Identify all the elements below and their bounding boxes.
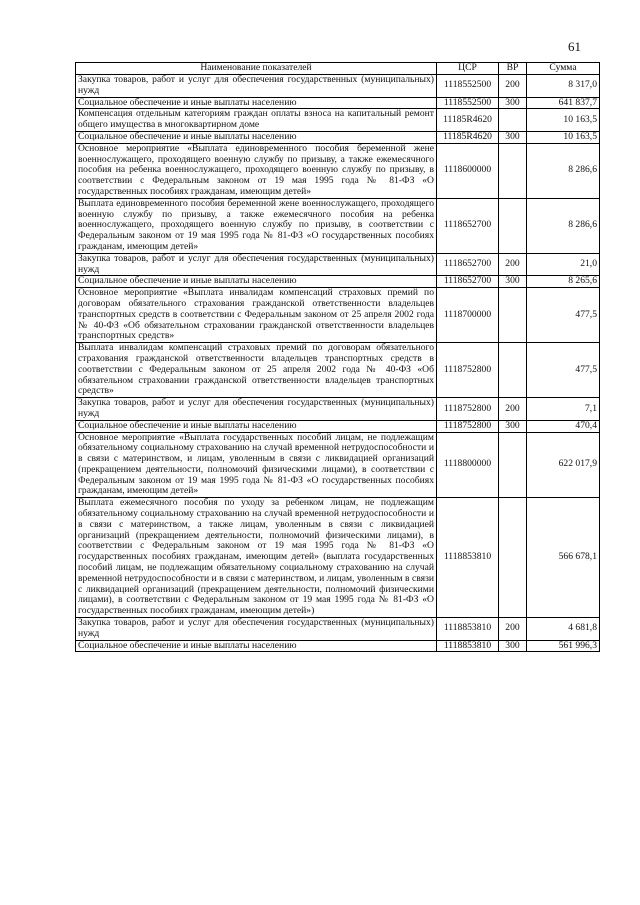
- row-sum: 8 286,6: [527, 198, 600, 253]
- row-csr: 1118652700: [437, 276, 499, 288]
- row-name: Социальное обеспечение и иные выплаты населению: [76, 276, 437, 288]
- row-csr: 1118853810: [437, 618, 499, 641]
- row-name: Закупка товаров, работ и услуг для обеспечения государственных (муниципальных) нужд: [76, 253, 437, 276]
- row-sum: 8 286,6: [527, 143, 600, 198]
- row-name: Социальное обеспечение и иные выплаты населению: [76, 420, 437, 432]
- page-number: 61: [568, 39, 581, 54]
- table-row: [76, 131, 600, 143]
- row-sum: 7,1: [527, 398, 600, 421]
- row-name: Компенсация отдельным категориям граждан оплаты взноса на капитальный ремонт общего имущества в многоквартирном доме: [76, 109, 437, 132]
- row-name: Социальное обеспечение и иные выплаты населению: [76, 131, 437, 143]
- row-vr: [499, 109, 527, 132]
- row-csr: 1118853810: [437, 640, 499, 652]
- row-vr: 200: [499, 253, 527, 276]
- table-row: [76, 75, 600, 98]
- table-row: [76, 109, 600, 132]
- row-csr: 1118652700: [437, 198, 499, 253]
- row-sum: 10 163,5: [527, 109, 600, 132]
- row-sum: 566 678,1: [527, 498, 600, 618]
- table-row: [76, 420, 600, 432]
- row-sum: 8 265,6: [527, 276, 600, 288]
- row-sum: 4 681,8: [527, 618, 600, 641]
- table-row: [76, 618, 600, 641]
- row-csr: 1118700000: [437, 288, 499, 343]
- row-sum: 8 317,0: [527, 75, 600, 98]
- row-vr: 300: [499, 131, 527, 143]
- budget-table: [75, 62, 600, 652]
- row-vr: [499, 498, 527, 618]
- row-name: Выплата ежемесячного пособия по уходу за ребенком лицам, не подлежащим обязательному социальному страхованию на случай временной нетрудоспособности и в связи с материнством, а также лицам, уволенным в связи с ликвидацией организаций (прекращением деятельности, полномочий физическими лицами), в соответствии с Федеральным законом от 19 мая 1995 года № 81-ФЗ «О государственных пособиях гражданам, имеющим детей» (выплата государственных пособий лицам, не подлежащим обязательному социальному страхованию на случай временной нетрудоспособности и в связи с материнством, и лицам, уволенным в связи с ликвидацией организаций (прекращением деятельности, полномочий физическими лицами), в соответствии с Федеральным законом от 19 мая 1995 года № 81-ФЗ «О государственных пособиях гражданам, имеющим детей»): [76, 498, 437, 618]
- row-sum: 470,4: [527, 420, 600, 432]
- header-csr: ЦСР: [437, 63, 499, 75]
- table-row: [76, 498, 600, 618]
- row-name: Основное мероприятие «Выплата государственных пособий лицам, не подлежащим обязательному социальному страхованию на случай временной нетрудоспособности и в связи с материнством, и лицам, уволенным в связи с ликвидацией организаций (прекращением деятельности, полномочий физическими лицами), в соответствии с Федеральным законом от 19 мая 1995 года № 81-ФЗ «О государственных пособиях гражданам, имеющим детей»: [76, 432, 437, 498]
- row-name: Основное мероприятие «Выплата инвалидам компенсаций страховых премий по договорам обязательного страхования гражданской ответственности владельцев транспортных средств в соответствии с Федеральным законом от 25 апреля 2002 года № 40-ФЗ «Об обязательном страховании гражданской ответственности владельцев транспортных средств»: [76, 288, 437, 343]
- table-row: [76, 97, 600, 109]
- row-vr: [499, 343, 527, 398]
- row-csr: 1118552500: [437, 75, 499, 98]
- row-name: Закупка товаров, работ и услуг для обеспечения государственных (муниципальных) нужд: [76, 618, 437, 641]
- table-header-row: [76, 63, 600, 75]
- header-sum: Сумма: [527, 63, 600, 75]
- header-vr: ВР: [499, 63, 527, 75]
- row-vr: 200: [499, 618, 527, 641]
- table-row: [76, 143, 600, 198]
- row-sum: 10 163,5: [527, 131, 600, 143]
- table-row: [76, 276, 600, 288]
- row-vr: 300: [499, 420, 527, 432]
- row-name: Выплата инвалидам компенсаций страховых премий по договорам обязательного страхования гражданской ответственности владельцев транспортных средств в соответствии с Федеральным законом от 25 апреля 2002 года № 40-ФЗ «Об обязательном страховании гражданской ответственности владельцев транспортных средств»: [76, 343, 437, 398]
- row-vr: [499, 198, 527, 253]
- row-csr: 11185R4620: [437, 109, 499, 132]
- row-csr: 1118652700: [437, 253, 499, 276]
- row-csr: 1118752800: [437, 398, 499, 421]
- row-sum: 477,5: [527, 288, 600, 343]
- row-csr: 1118752800: [437, 343, 499, 398]
- table-row: [76, 398, 600, 421]
- table-row: [76, 288, 600, 343]
- row-name: Основное мероприятие «Выплата единовременного пособия беременной жене военнослужащего, проходящего военную службу по призыву, а также ежемесячного пособия на ребенка военнослужащего, проходящего военную службу по призыву, в соответствии с Федеральным законом от 19 мая 1995 года № 81-ФЗ «О государственных пособиях гражданам, имеющим детей»: [76, 143, 437, 198]
- row-vr: 200: [499, 75, 527, 98]
- row-vr: [499, 288, 527, 343]
- row-vr: 300: [499, 97, 527, 109]
- row-vr: [499, 143, 527, 198]
- row-name: Социальное обеспечение и иные выплаты населению: [76, 640, 437, 652]
- row-sum: 641 837,7: [527, 97, 600, 109]
- row-name: Закупка товаров, работ и услуг для обеспечения государственных (муниципальных) нужд: [76, 398, 437, 421]
- row-vr: 300: [499, 276, 527, 288]
- row-csr: 11185R4620: [437, 131, 499, 143]
- header-name: Наименование показателей: [76, 63, 437, 75]
- row-csr: 1118552500: [437, 97, 499, 109]
- row-csr: 1118800000: [437, 432, 499, 498]
- row-name: Социальное обеспечение и иные выплаты населению: [76, 97, 437, 109]
- table-row: [76, 253, 600, 276]
- row-sum: 21,0: [527, 253, 600, 276]
- table-row: [76, 640, 600, 652]
- row-name: Выплата единовременного пособия беременной жене военнослужащего, проходящего военную службу по призыву, а также ежемесячного пособия на ребенка военнослужащего, проходящего военную службу по призыву, в соответствии с Федеральным законом от 19 мая 1995 года № 81-ФЗ «О государственных пособиях гражданам, имеющим детей»: [76, 198, 437, 253]
- row-csr: 1118752800: [437, 420, 499, 432]
- row-vr: 200: [499, 398, 527, 421]
- row-csr: 1118853810: [437, 498, 499, 618]
- row-sum: 561 996,3: [527, 640, 600, 652]
- row-csr: 1118600000: [437, 143, 499, 198]
- row-name: Закупка товаров, работ и услуг для обеспечения государственных (муниципальных) нужд: [76, 75, 437, 98]
- table-row: [76, 432, 600, 498]
- table-row: [76, 343, 600, 398]
- table-row: [76, 198, 600, 253]
- row-sum: 622 017,9: [527, 432, 600, 498]
- row-vr: [499, 432, 527, 498]
- row-sum: 477,5: [527, 343, 600, 398]
- row-vr: 300: [499, 640, 527, 652]
